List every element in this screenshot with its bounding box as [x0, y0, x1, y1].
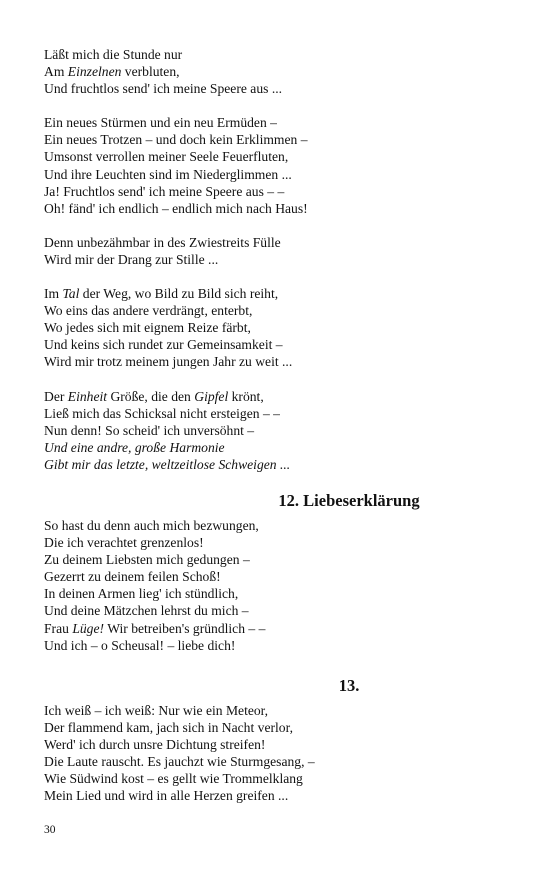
- poem-title: 12. Liebeserklärung: [278, 490, 420, 510]
- verse-line: Die ich verachtet grenzenlos!: [44, 535, 204, 551]
- verse-line: Ließ mich das Schicksal nicht ersteigen – –: [44, 405, 280, 421]
- stanza: [44, 114, 514, 217]
- verse-line: Ein neues Stürmen und ein neu Ermüden –: [44, 115, 277, 131]
- verse-line: Der flammend kam, jach sich in Nacht verlor,: [44, 719, 293, 735]
- verse-line: Ich weiß – ich weiß: Nur wie ein Meteor,: [44, 702, 269, 718]
- stanza: [44, 517, 514, 654]
- stanza: [44, 702, 514, 805]
- poem-13: [44, 654, 514, 805]
- emphasis: Tal: [62, 286, 80, 302]
- verse-line: [44, 456, 514, 473]
- stanza-gap: [44, 268, 514, 285]
- verse-line: Und ich – o Scheusal! – liebe dich!: [44, 637, 236, 653]
- verse-line: Zu deinem Liebsten mich gedungen –: [44, 552, 250, 568]
- stanza-gap: [44, 473, 514, 491]
- verse-line: Und keins sich rundet zur Gemeinsamkeit –: [44, 337, 283, 353]
- verse-line: Wie Südwind kost – es gellt wie Trommelklang: [44, 771, 303, 787]
- verse-line: Gezerrt zu deinem feilen Schoß!: [44, 569, 221, 585]
- verse-line: Oh! fänd' ich endlich – endlich mich nach Haus!: [44, 200, 308, 216]
- verse-line: [44, 439, 514, 456]
- verse-line: Und ihre Leuchten sind im Niederglimmen ...: [44, 166, 292, 182]
- emphasis: Und eine andre, große Harmonie: [44, 439, 225, 455]
- verse-line: Nun denn! So scheid' ich unversöhnt –: [44, 422, 255, 438]
- verse-line: Der Einheit Größe, die den Gipfel krönt,: [44, 388, 264, 404]
- verse-line: Läßt mich die Stunde nur: [44, 47, 183, 62]
- page-body: [44, 46, 514, 804]
- verse-line: Die Laute rauscht. Es jauchzt wie Sturmgesang, –: [44, 754, 315, 769]
- verse-line: Im Tal der Weg, wo Bild zu Bild sich reiht,: [44, 286, 279, 302]
- verse-line: Mein Lied und wird in alle Herzen greifen ...: [44, 788, 289, 804]
- stanza-gap: [44, 371, 514, 388]
- stanza: [44, 388, 514, 473]
- emphasis: Gipfel: [194, 388, 229, 404]
- poem-continuation: [44, 46, 514, 473]
- emphasis: Einzelnen: [67, 64, 122, 80]
- emphasis: Gibt mir das letzte, weltzeitlose Schweigen ...: [44, 456, 291, 472]
- verse-line: So hast du denn auch mich bezwungen,: [44, 517, 259, 533]
- stanza: [44, 46, 514, 97]
- verse-line: Umsonst verrollen meiner Seele Feuerfluten,: [44, 149, 289, 165]
- poem-title: 13.: [338, 675, 360, 695]
- verse-line: Wird mir der Drang zur Stille ...: [44, 251, 219, 267]
- verse-line: Denn unbezähmbar in des Zwiestreits Fülle: [44, 234, 281, 250]
- stanza-gap: [44, 97, 514, 114]
- verse-line: Und deine Mätzchen lehrst du mich –: [44, 603, 249, 619]
- verse-line: Wird mir trotz meinem jungen Jahr zu weit ...: [44, 354, 293, 370]
- verse-line: Wo eins das andere verdrängt, enterbt,: [44, 303, 253, 319]
- verse-line: Am Einzelnen verbluten,: [44, 64, 180, 80]
- stanza: [44, 234, 514, 268]
- verse-line: Ein neues Trotzen – und doch kein Erklimmen –: [44, 132, 308, 148]
- verse-line: Und fruchtlos send' ich meine Speere aus ...: [44, 81, 283, 97]
- poem-12: [44, 473, 514, 654]
- emphasis: Lüge!: [72, 620, 105, 636]
- page-number: 30: [44, 824, 56, 836]
- verse-line: Werd' ich durch unsre Dichtung streifen!: [44, 736, 266, 752]
- stanza-gap: [44, 654, 514, 676]
- verse-line: In deinen Armen lieg' ich stündlich,: [44, 586, 239, 602]
- emphasis: Einheit: [67, 388, 108, 404]
- verse-line: Wo jedes sich mit eignem Reize färbt,: [44, 320, 251, 336]
- verse-line: Frau Lüge! Wir betreiben's gründlich – –: [44, 620, 266, 636]
- verse-line: Ja! Fruchtlos send' ich meine Speere aus – –: [44, 183, 285, 199]
- stanza: [44, 285, 514, 370]
- stanza-gap: [44, 217, 514, 234]
